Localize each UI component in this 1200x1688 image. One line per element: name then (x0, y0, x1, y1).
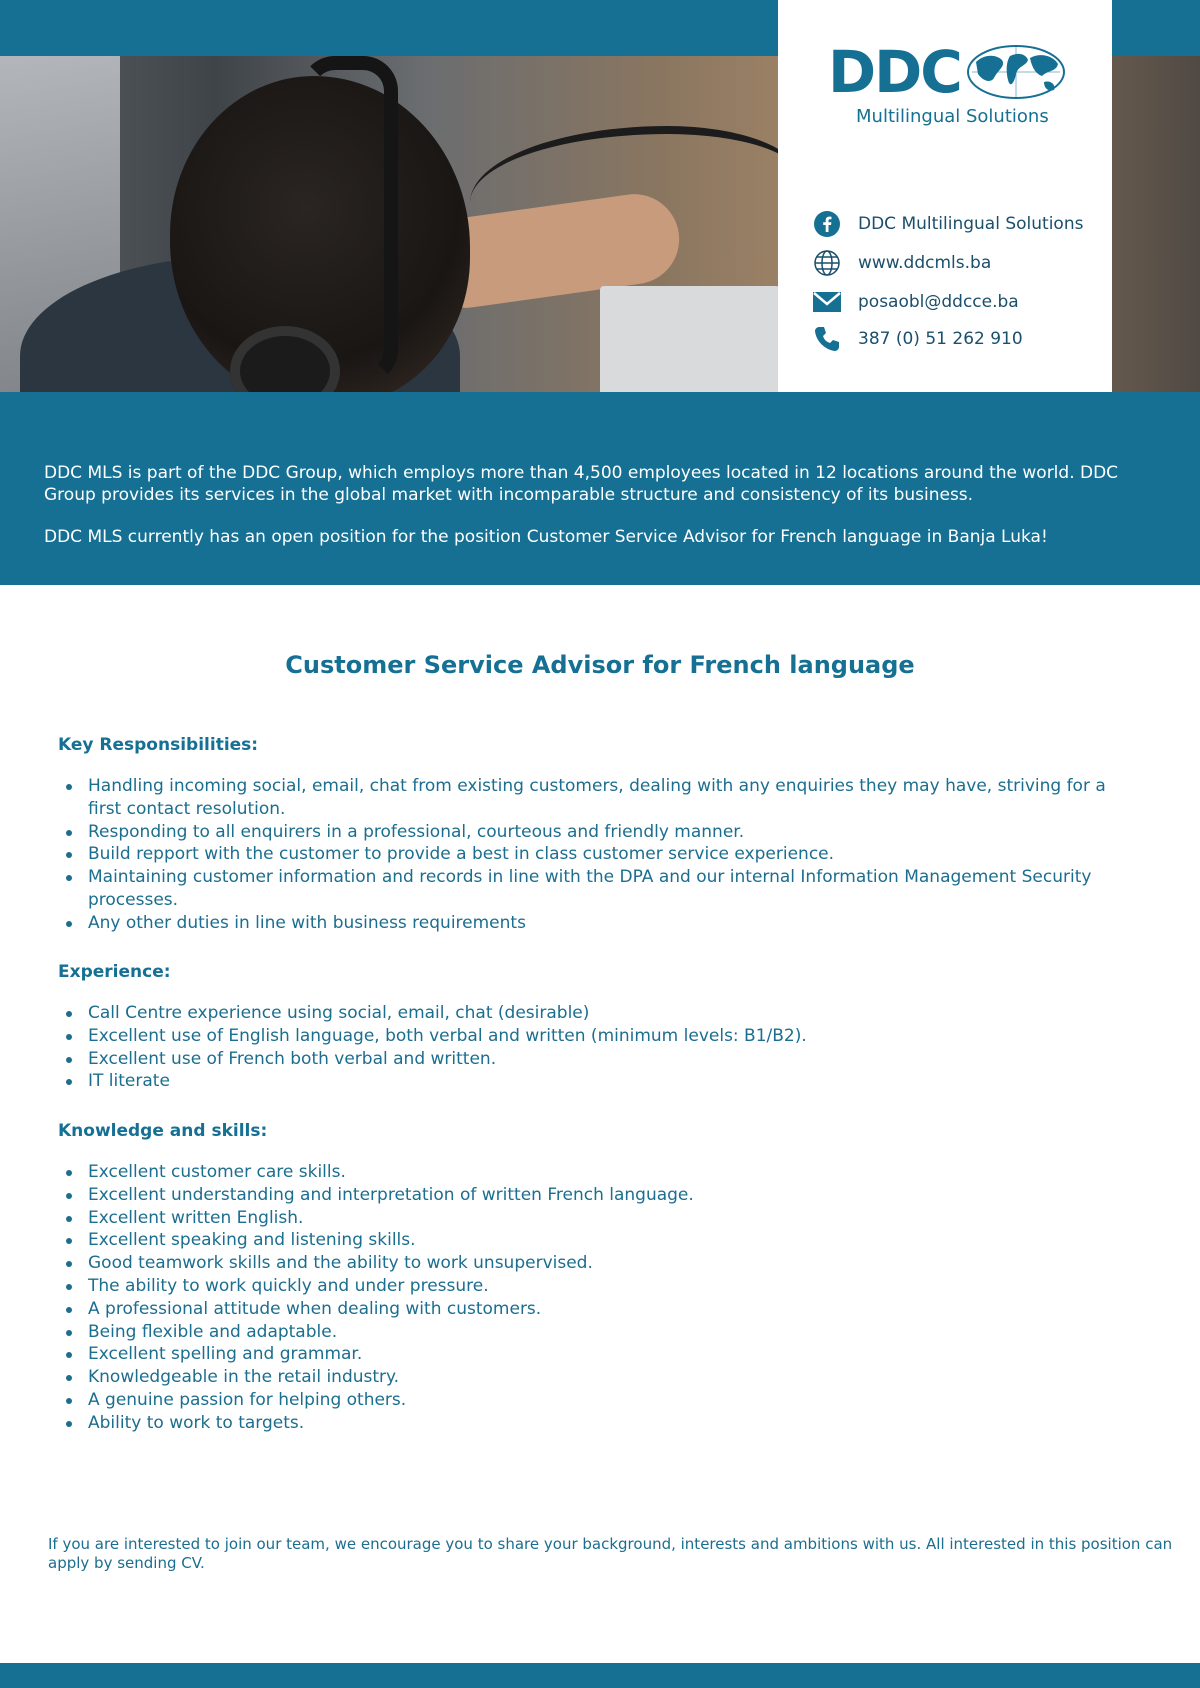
intro-paragraph: DDC MLS currently has an open position for the position Customer Service Advisor for French language in Banja Luka! (44, 527, 1048, 547)
list-item: Ability to work to targets. (58, 1412, 1138, 1435)
section-responsibilities (58, 735, 1138, 935)
list-item: Build repport with the customer to provide a best in class customer service experience. (58, 843, 1138, 866)
contact-text: DDC Multilingual Solutions (858, 214, 1084, 234)
globe-icon (812, 249, 842, 277)
bottom-band (0, 1663, 1200, 1688)
list-item: Excellent written English. (58, 1207, 1138, 1230)
section-heading: Experience: (58, 962, 171, 982)
list-item: A professional attitude when dealing with customers. (58, 1298, 1138, 1321)
world-map-icon (966, 44, 1066, 100)
list-item: The ability to work quickly and under pressure. (58, 1275, 1138, 1298)
section-skills (58, 1121, 1138, 1435)
list-item: Excellent spelling and grammar. (58, 1343, 1138, 1366)
logo-wordmark: DDC (828, 38, 961, 106)
logo-subtitle: Multilingual Solutions (856, 106, 1049, 127)
list-item: A genuine passion for helping others. (58, 1389, 1138, 1412)
contact-text: 387 (0) 51 262 910 (858, 329, 1023, 349)
list-item: Responding to all enquirers in a professional, courteous and friendly manner. (58, 821, 1138, 844)
responsibilities-list (58, 775, 1138, 935)
list-item: Excellent speaking and listening skills. (58, 1229, 1138, 1252)
contact-text: www.ddcmls.ba (858, 253, 992, 273)
skills-list (58, 1161, 1138, 1435)
list-item: Excellent use of French both verbal and written. (58, 1048, 1138, 1071)
section-heading: Knowledge and skills: (58, 1121, 268, 1141)
list-item: Being flexible and adaptable. (58, 1321, 1138, 1344)
mail-icon (812, 288, 842, 316)
contact-phone[interactable] (812, 325, 1112, 353)
list-item: Call Centre experience using social, email, chat (desirable) (58, 1002, 1138, 1025)
phone-icon (812, 325, 842, 353)
list-item: Any other duties in line with business requirements (58, 912, 1138, 935)
contact-text: posaobl@ddcce.ba (858, 292, 1019, 312)
facebook-icon (812, 210, 842, 238)
contact-email[interactable] (812, 288, 1112, 316)
list-item: Handling incoming social, email, chat from existing customers, dealing with any enquiries they may have, striving for a first contact resolution. (58, 775, 1138, 821)
list-item: Excellent use of English language, both verbal and written (minimum levels: B1/B2). (58, 1025, 1138, 1048)
job-title: Customer Service Advisor for French language (285, 651, 915, 679)
company-logo (828, 38, 1078, 132)
intro-paragraph: DDC MLS is part of the DDC Group, which employs more than 4,500 employees located in 12 locations around the world. DDC Group provides its services in the global market with incomparable structure and consistency of its business. (44, 463, 1119, 505)
contact-website[interactable] (812, 249, 1112, 277)
intro-text (44, 462, 1174, 548)
section-heading: Key Responsibilities: (58, 735, 259, 755)
footer-note: If you are interested to join our team, we encourage you to share your background, interests and ambitions with us. All interested in this position can apply by sending CV. (48, 1535, 1173, 1572)
list-item: Maintaining customer information and records in line with the DPA and our internal Information Management Security processes. (58, 866, 1138, 912)
section-experience (58, 962, 1138, 1093)
contact-card (778, 0, 1112, 412)
list-item: IT literate (58, 1070, 1138, 1093)
list-item: Knowledgeable in the retail industry. (58, 1366, 1138, 1389)
experience-list (58, 1002, 1138, 1093)
contact-facebook[interactable] (812, 210, 1112, 238)
list-item: Excellent customer care skills. (58, 1161, 1138, 1184)
list-item: Excellent understanding and interpretation of written French language. (58, 1184, 1138, 1207)
list-item: Good teamwork skills and the ability to work unsupervised. (58, 1252, 1138, 1275)
